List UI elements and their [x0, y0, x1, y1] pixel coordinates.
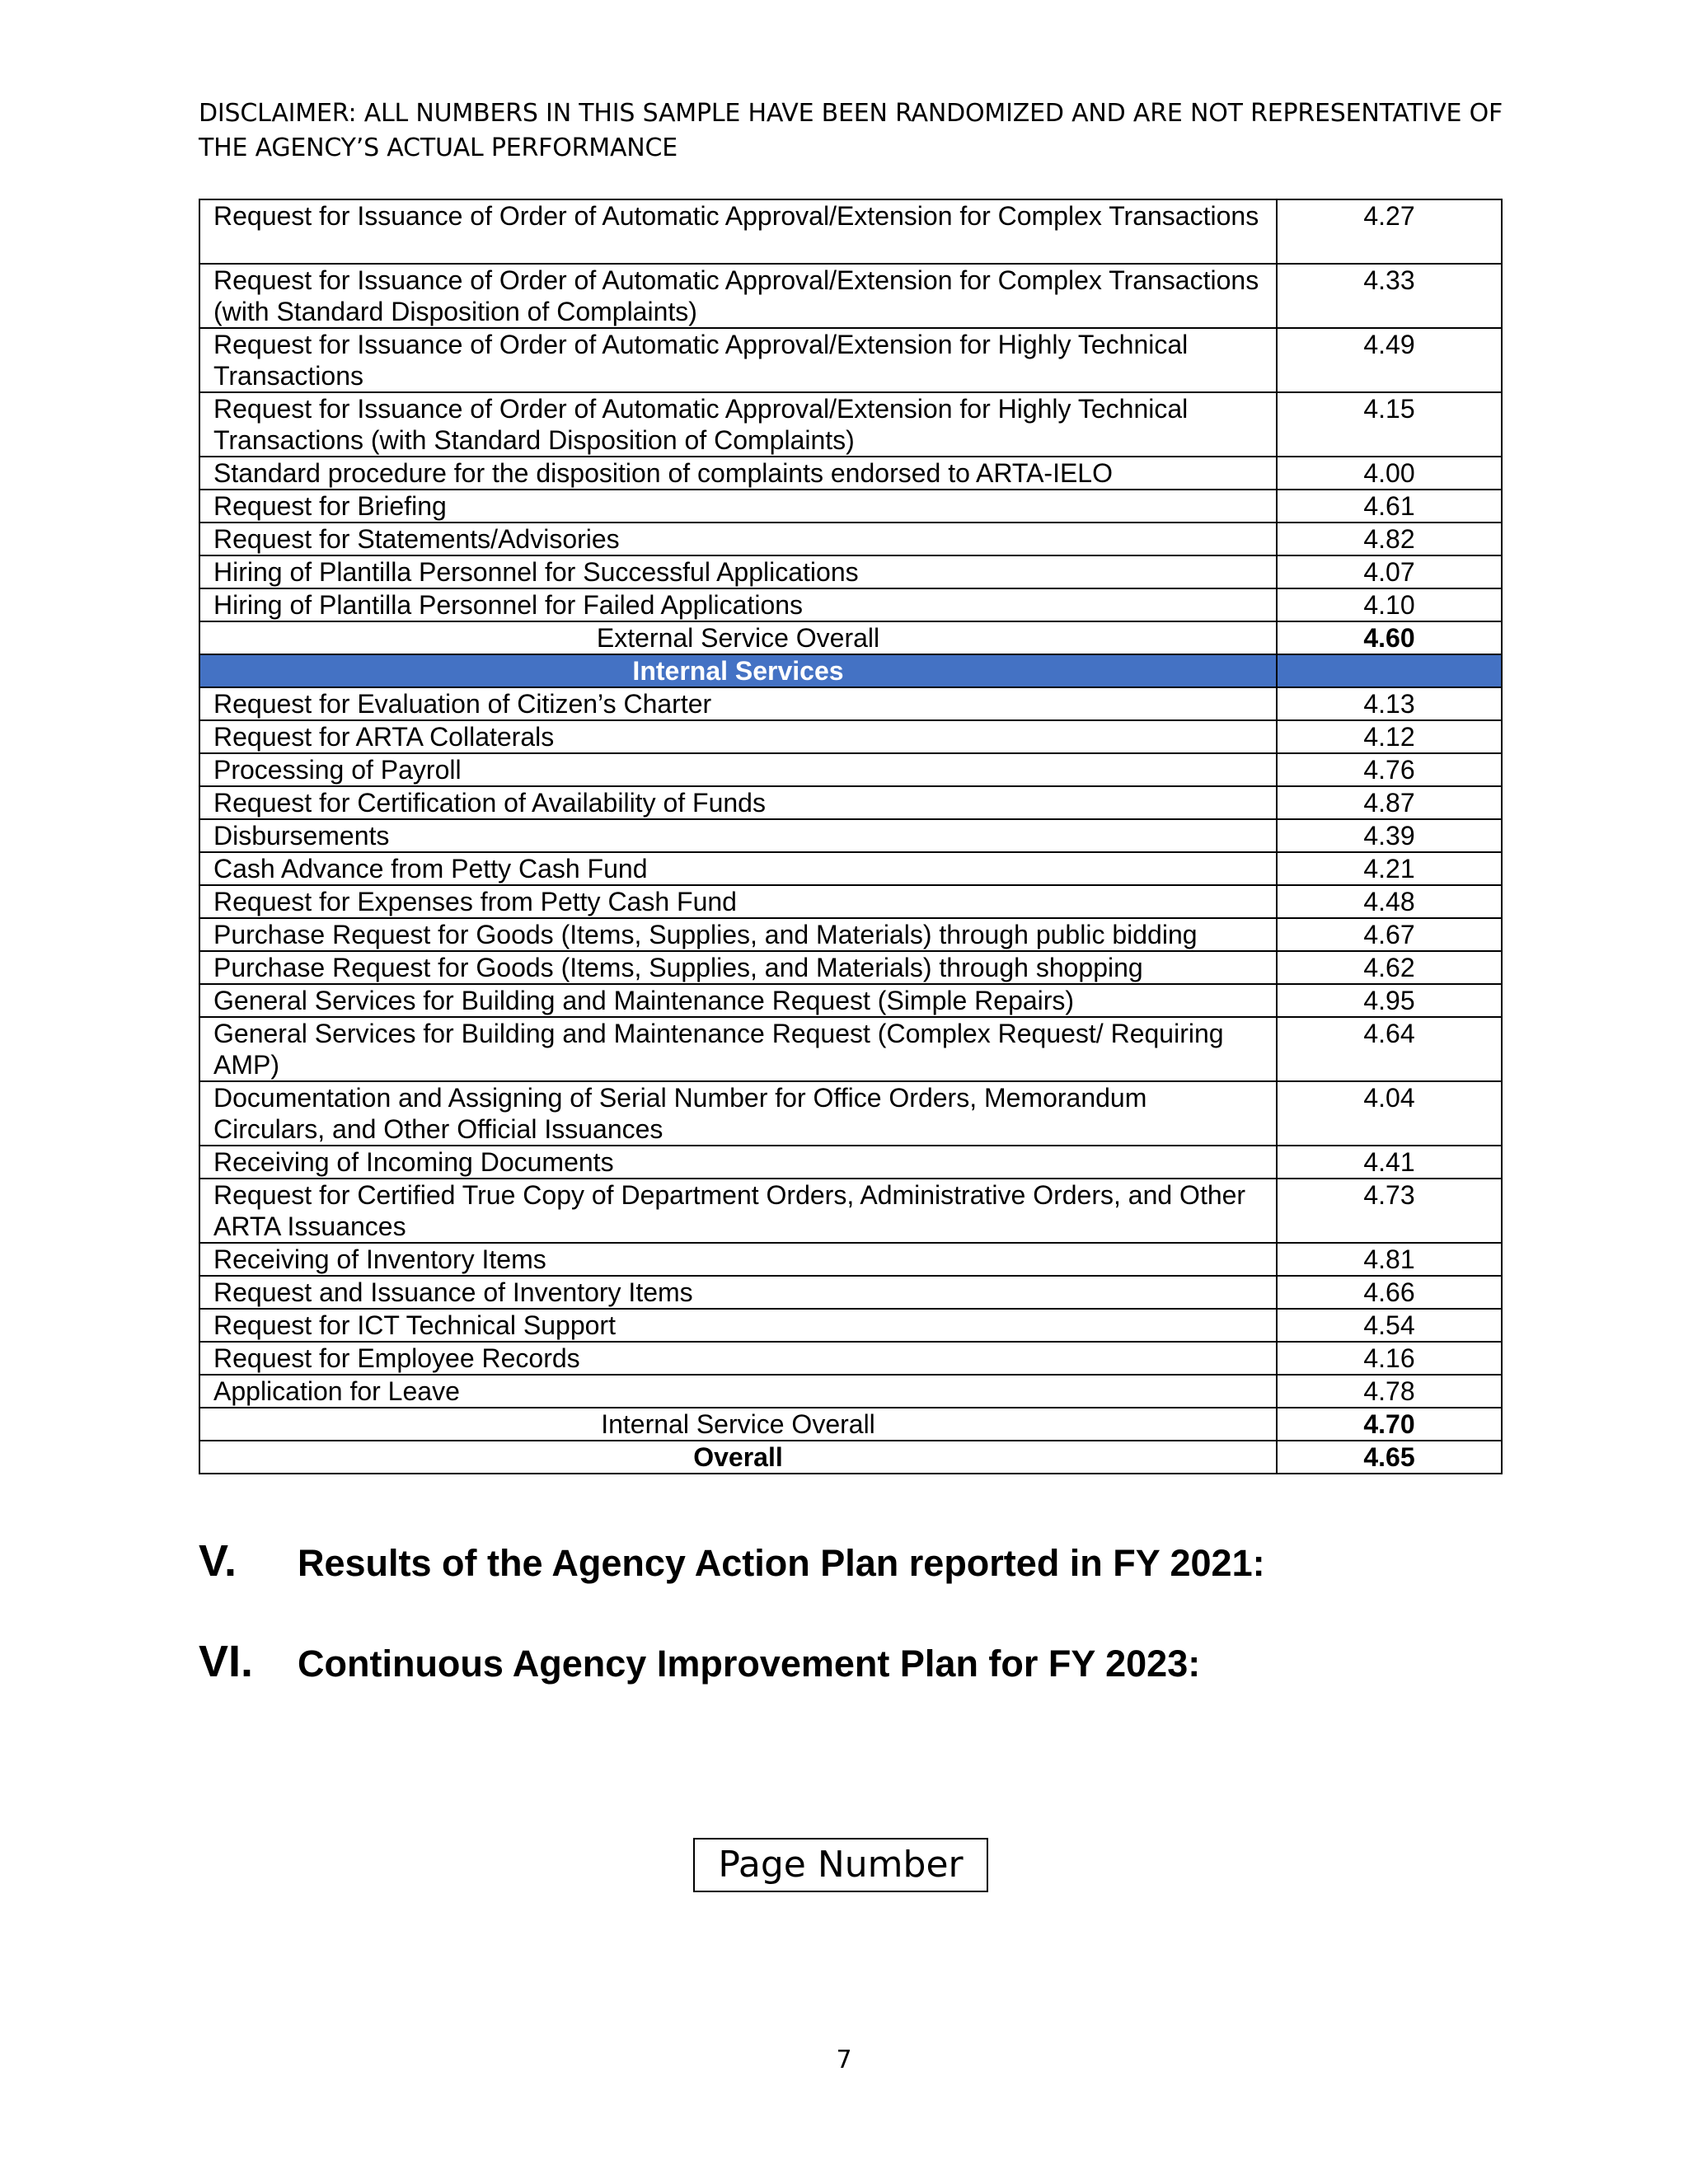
table-row	[199, 490, 1502, 523]
table-row	[199, 1276, 1502, 1309]
table-row	[199, 1017, 1502, 1081]
overall-score: 4.65	[1277, 1441, 1502, 1474]
table-row	[199, 457, 1502, 490]
overall-label: Overall	[199, 1441, 1277, 1474]
table-row	[199, 328, 1502, 392]
service-name: Request for Statements/Advisories	[199, 523, 1277, 555]
service-name: Request for Issuance of Order of Automatic Approval/Extension for Highly Technical Transactions	[199, 328, 1277, 392]
service-score: 4.95	[1277, 984, 1502, 1017]
service-name: Request for Expenses from Petty Cash Fund	[199, 885, 1277, 918]
internal-overall-score: 4.70	[1277, 1408, 1502, 1441]
service-score: 4.27	[1277, 199, 1502, 264]
service-score: 4.61	[1277, 490, 1502, 523]
table-row	[199, 1375, 1502, 1408]
table-row	[199, 852, 1502, 885]
service-name: General Services for Building and Maintenance Request (Complex Request/ Requiring AMP)	[199, 1017, 1277, 1081]
internal-services-header: Internal Services	[199, 654, 1277, 687]
table-row	[199, 1081, 1502, 1146]
section-heading-vi	[199, 1638, 1200, 1687]
service-score: 4.54	[1277, 1309, 1502, 1342]
table-row	[199, 264, 1502, 328]
service-score: 4.62	[1277, 951, 1502, 984]
service-score: 4.76	[1277, 753, 1502, 786]
internal-overall-label: Internal Service Overall	[199, 1408, 1277, 1441]
service-score: 4.73	[1277, 1179, 1502, 1243]
service-score: 4.12	[1277, 720, 1502, 753]
table-row	[199, 951, 1502, 984]
internal-services-header-row	[199, 654, 1502, 687]
section-title: Continuous Agency Improvement Plan for FY 2023:	[298, 1643, 1201, 1685]
table-row	[199, 555, 1502, 588]
service-name: Request for Briefing	[199, 490, 1277, 523]
internal-services-header-blank	[1277, 654, 1502, 687]
service-name: Request for Evaluation of Citizen’s Charter	[199, 687, 1277, 720]
service-name: Cash Advance from Petty Cash Fund	[199, 852, 1277, 885]
service-score: 4.41	[1277, 1146, 1502, 1179]
service-score: 4.07	[1277, 555, 1502, 588]
internal-overall-row	[199, 1408, 1502, 1441]
satisfaction-table	[199, 199, 1503, 1474]
service-name: Purchase Request for Goods (Items, Supplies, and Materials) through public bidding	[199, 918, 1277, 951]
service-score: 4.13	[1277, 687, 1502, 720]
table-row	[199, 199, 1502, 264]
service-name: Receiving of Incoming Documents	[199, 1146, 1277, 1179]
service-score: 4.48	[1277, 885, 1502, 918]
service-name: Request for Issuance of Order of Automatic Approval/Extension for Complex Transactions (with Standard Disposition of Complaints)	[199, 264, 1277, 328]
table-row	[199, 1179, 1502, 1243]
service-name: Purchase Request for Goods (Items, Supplies, and Materials) through shopping	[199, 951, 1277, 984]
service-score: 4.67	[1277, 918, 1502, 951]
service-score: 4.16	[1277, 1342, 1502, 1375]
service-name: Request for ICT Technical Support	[199, 1309, 1277, 1342]
service-score: 4.33	[1277, 264, 1502, 328]
table-row	[199, 918, 1502, 951]
service-name: Application for Leave	[199, 1375, 1277, 1408]
service-score: 4.39	[1277, 819, 1502, 852]
service-score: 4.21	[1277, 852, 1502, 885]
table-row	[199, 1342, 1502, 1375]
service-name: Request for ARTA Collaterals	[199, 720, 1277, 753]
external-overall-label: External Service Overall	[199, 621, 1277, 654]
service-score: 4.81	[1277, 1243, 1502, 1276]
section-number: VI.	[199, 1637, 254, 1686]
table-row	[199, 753, 1502, 786]
section-number: V.	[199, 1536, 237, 1586]
page-number: 7	[836, 2046, 852, 2074]
table-row	[199, 687, 1502, 720]
service-name: Disbursements	[199, 819, 1277, 852]
service-name: Hiring of Plantilla Personnel for Failed Applications	[199, 588, 1277, 621]
service-score: 4.66	[1277, 1276, 1502, 1309]
table-row	[199, 720, 1502, 753]
section-heading-v	[199, 1538, 1265, 1586]
service-name: Hiring of Plantilla Personnel for Successful Applications	[199, 555, 1277, 588]
page-number-box: Page Number	[693, 1838, 988, 1892]
service-score: 4.82	[1277, 523, 1502, 555]
table-row	[199, 392, 1502, 457]
table-row	[199, 523, 1502, 555]
service-name: Standard procedure for the disposition of complaints endorsed to ARTA-IELO	[199, 457, 1277, 490]
service-name: Receiving of Inventory Items	[199, 1243, 1277, 1276]
external-overall-score: 4.60	[1277, 621, 1502, 654]
service-score: 4.49	[1277, 328, 1502, 392]
service-score: 4.04	[1277, 1081, 1502, 1146]
table-row	[199, 1243, 1502, 1276]
service-name: General Services for Building and Maintenance Request (Simple Repairs)	[199, 984, 1277, 1017]
service-name: Request and Issuance of Inventory Items	[199, 1276, 1277, 1309]
service-score: 4.10	[1277, 588, 1502, 621]
service-score: 4.00	[1277, 457, 1502, 490]
table-row	[199, 588, 1502, 621]
table-row	[199, 1309, 1502, 1342]
table-row	[199, 984, 1502, 1017]
service-name: Request for Certified True Copy of Department Orders, Administrative Orders, and Other ARTA Issuances	[199, 1179, 1277, 1243]
service-name: Request for Issuance of Order of Automatic Approval/Extension for Highly Technical Transactions (with Standard Disposition of Complaints)	[199, 392, 1277, 457]
service-score: 4.15	[1277, 392, 1502, 457]
service-name: Request for Issuance of Order of Automatic Approval/Extension for Complex Transactions	[199, 199, 1277, 264]
service-name: Processing of Payroll	[199, 753, 1277, 786]
service-score: 4.64	[1277, 1017, 1502, 1081]
disclaimer: DISCLAIMER: ALL NUMBERS IN THIS SAMPLE HAVE BEEN RANDOMIZED AND ARE NOT REPRESENTATIVE OF THE AGENCY’S ACTUAL PERFORMANCE	[199, 99, 1503, 162]
overall-row	[199, 1441, 1502, 1474]
service-score: 4.87	[1277, 786, 1502, 819]
table-row	[199, 819, 1502, 852]
table-row	[199, 786, 1502, 819]
service-name: Documentation and Assigning of Serial Number for Office Orders, Memorandum Circulars, and Other Official Issuances	[199, 1081, 1277, 1146]
section-title: Results of the Agency Action Plan reported in FY 2021:	[298, 1542, 1265, 1584]
table-row	[199, 1146, 1502, 1179]
table-row	[199, 885, 1502, 918]
service-name: Request for Certification of Availability of Funds	[199, 786, 1277, 819]
service-name: Request for Employee Records	[199, 1342, 1277, 1375]
service-score: 4.78	[1277, 1375, 1502, 1408]
external-overall-row	[199, 621, 1502, 654]
